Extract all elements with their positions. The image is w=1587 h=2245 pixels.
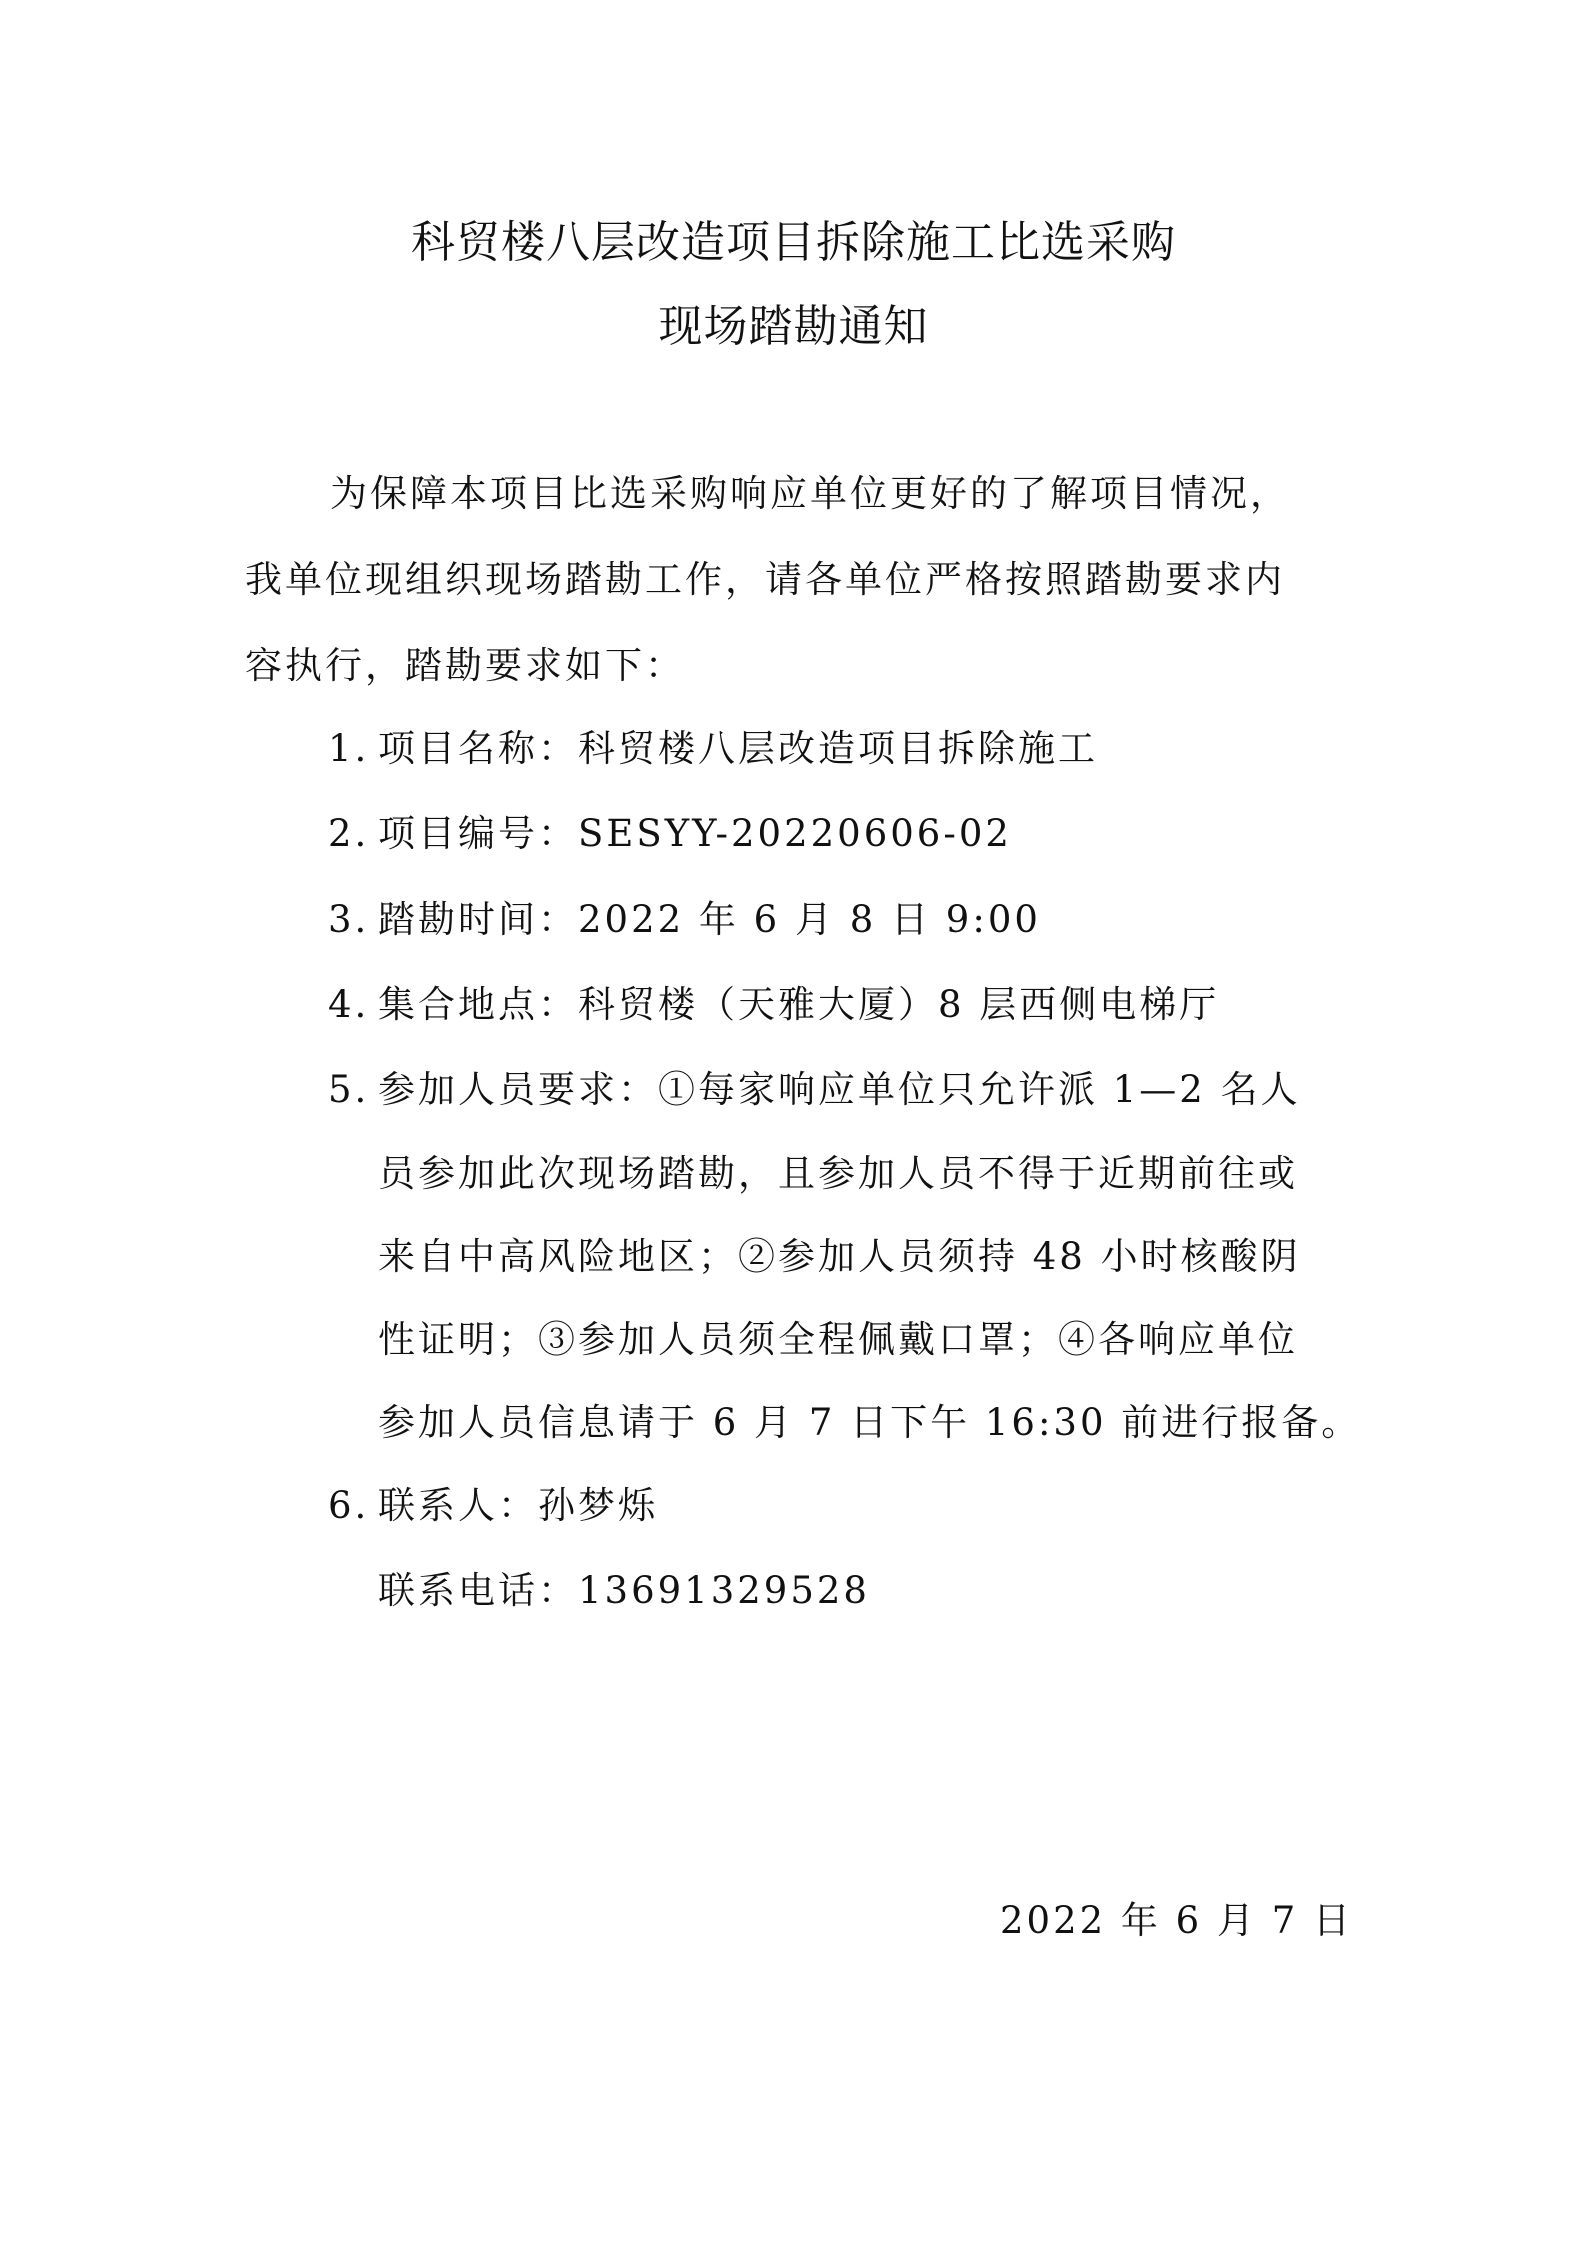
document-date: 2022 年 6 月 7 日 xyxy=(1000,1899,1354,1942)
list-item-number: 3. xyxy=(328,898,370,941)
list-item-number: 5. xyxy=(328,1068,370,1111)
list-item-text: 联系人：孙梦烁 xyxy=(378,1484,658,1527)
intro-line-2: 我单位现组织现场踏勘工作，请各单位严格按照踏勘要求内 xyxy=(245,558,1285,601)
intro-line-1: 为保障本项目比选采购响应单位更好的了解项目情况， xyxy=(330,472,1290,515)
document-title-line-1: 科贸楼八层改造项目拆除施工比选采购 xyxy=(411,217,1176,268)
list-item-6 xyxy=(328,1475,1348,1529)
list-item-5-continuation-4: 参加人员信息请于 6 月 7 日下午 16:30 前进行报备。 xyxy=(378,1401,1362,1444)
list-item-number: 1. xyxy=(328,727,370,770)
list-item-number: 6. xyxy=(328,1484,370,1527)
list-item-4 xyxy=(328,974,1348,1028)
list-item-text: 项目名称：科贸楼八层改造项目拆除施工 xyxy=(378,727,1098,770)
list-item-3 xyxy=(328,889,1348,943)
list-item-text: 踏勘时间：2022 年 6 月 8 日 9:00 xyxy=(378,898,1041,941)
list-item-text: 参加人员要求：①每家响应单位只允许派 1—2 名人 xyxy=(378,1068,1301,1111)
list-item-5 xyxy=(328,1059,1348,1113)
list-item-5-continuation-2: 来自中高风险地区；②参加人员须持 48 小时核酸阴 xyxy=(378,1235,1301,1278)
list-item-number: 4. xyxy=(328,983,370,1026)
list-item-text: 集合地点：科贸楼（天雅大厦）8 层西侧电梯厅 xyxy=(378,983,1220,1026)
contact-phone: 联系电话：13691329528 xyxy=(378,1569,870,1612)
intro-line-3: 容执行，踏勘要求如下： xyxy=(245,644,685,687)
list-item-1 xyxy=(328,718,1348,772)
list-item-number: 2. xyxy=(328,812,370,855)
document-title-line-2: 现场踏勘通知 xyxy=(658,301,929,352)
list-item-5-continuation-3: 性证明；③参加人员须全程佩戴口罩；④各响应单位 xyxy=(378,1318,1298,1361)
list-item-2 xyxy=(328,803,1348,857)
list-item-text: 项目编号：SESYY-20220606-02 xyxy=(378,812,1012,855)
list-item-5-continuation-1: 员参加此次现场踏勘，且参加人员不得于近期前往或 xyxy=(378,1152,1298,1195)
